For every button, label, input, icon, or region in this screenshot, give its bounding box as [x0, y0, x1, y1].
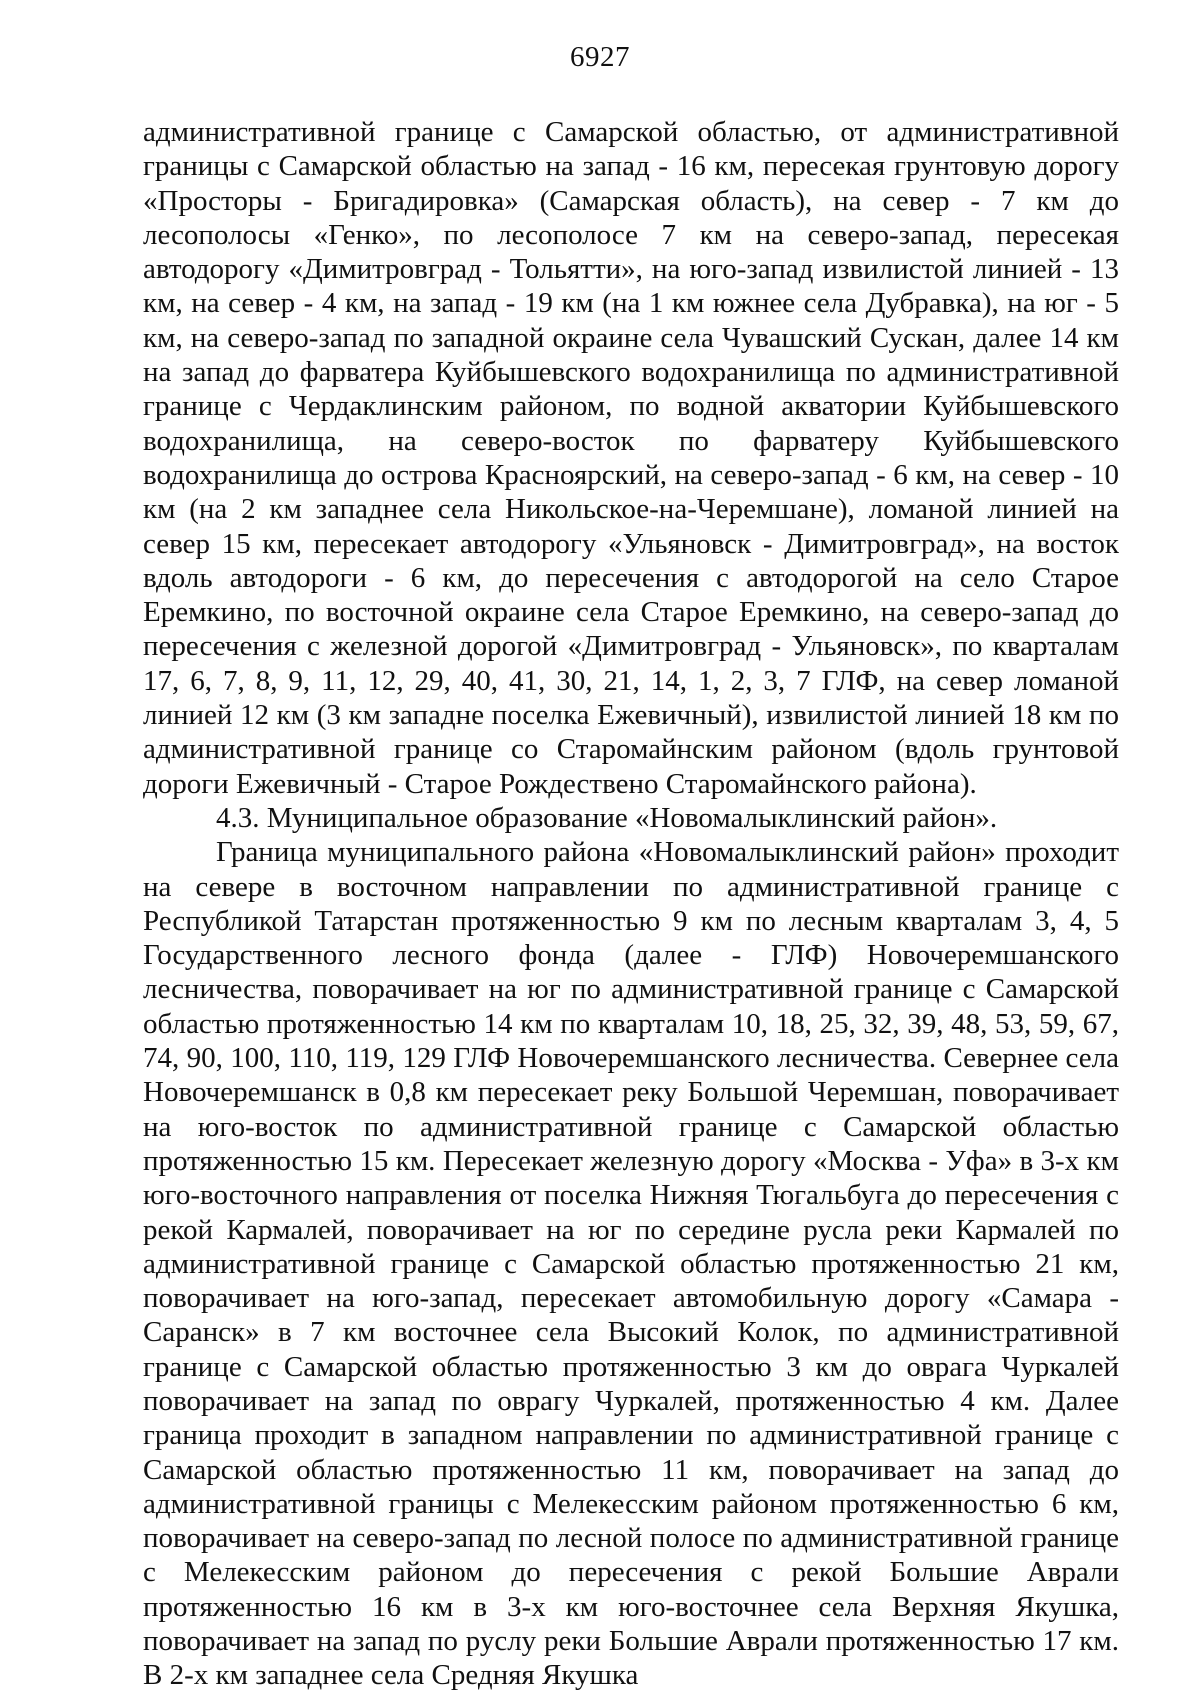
document-body — [143, 115, 1119, 1693]
paragraph-border-description: Граница муниципального района «Новомалыклинский район» проходит на севере в восточном направлении по административной границе с Республикой Татарстан протяженностью 9 км по лесным кварталам 3, 4, 5 Государственного лесного фонда (далее - ГЛФ) Новочеремшанского лесничества, поворачивает на юг по административной границе с Самарской областью протяженностью 14 км по кварталам 10, 18, 25, 32, 39, 48, 53, 59, 67, 74, 90, 100, 110, 119, 129 ГЛФ Новочеремшанского лесничества. Севернее села Новочеремшанск в 0,8 км пересекает реку Большой Черемшан, поворачивает на юго-восток по административной границе с Самарской областью протяженностью 15 км. Пересекает железную дорогу «Москва - Уфа» в 3-х км юго-восточного направления от поселка Нижняя Тюгальбуга до пересечения с рекой Кармалей, поворачивает на юг по середине русла реки Кармалей по административной границе с Самарской областью протяженностью 21 км, поворачивает на юго-запад, пересекает автомобильную дорогу «Самара - Саранск» в 7 км восточнее села Высокий Колок, по административной границе с Самарской областью протяженностью 3 км до оврага Чуркалей поворачивает на запад по оврагу Чуркалей, протяженностью 4 км. Далее граница проходит в западном направлении по административной границе с Самарской областью протяженностью 11 км, поворачивает на запад до административной границы с Мелекесским районом протяженностью 6 км, поворачивает на северо-запад по лесной полосе по административной границе с Мелекесским районом до пересечения с рекой Большие Аврали протяженностью 16 км в 3-х км юго-восточнее села Верхняя Якушка, поворачивает на запад по руслу реки Большие Аврали протяженностью 17 км. В 2-х км западнее села Средняя Якушка — [143, 836, 1119, 1692]
paragraph-continuation: административной границе с Самарской областью, от административной границы с Самарской областью на запад - 16 км, пересекая грунтовую дорогу «Просторы - Бригадировка» (Самарская область), на север - 7 км до лесополосы «Генко», по лесополосе 7 км на северо-запад, пересекая автодорогу «Димитровград - Тольятти», на юго-запад извилистой линией - 13 км, на север - 4 км, на запад - 19 км (на 1 км южнее села Дубравка), на юг - 5 км, на северо-запад по западной окраине села Чувашский Сускан, далее 14 км на запад до фарватера Куйбышевского водохранилища по административной границе с Чердаклинским районом, по водной акватории Куйбышевского водохранилища, на северо-восток по фарватеру Куйбышевского водохранилища до острова Красноярский, на северо-запад - 6 км, на север - 10 км (на 2 км западнее села Никольское-на-Черемшане), ломаной линией на север 15 км, пересекает автодорогу «Ульяновск - Димитровград», на восток вдоль автодороги - 6 км, до пересечения с автодорогой на село Старое Еремкино, по восточной окраине села Старое Еремкино, на северо-запад до пересечения с железной дорогой «Димитровград - Ульяновск», по кварталам 17, 6, 7, 8, 9, 11, 12, 29, 40, 41, 30, 21, 14, 1, 2, 3, 7 ГЛФ, на север ломаной линией 12 км (3 км западне поселка Ежевичный), извилистой линией 18 км по административной границе со Старомайнским районом (вдоль грунтовой дороги Ежевичный - Старое Рождествено Старомайнского района). — [143, 116, 1119, 800]
section-heading: 4.3. Муниципальное образование «Новомалыклинский район». — [216, 801, 998, 834]
page-number: 6927 — [570, 41, 630, 73]
